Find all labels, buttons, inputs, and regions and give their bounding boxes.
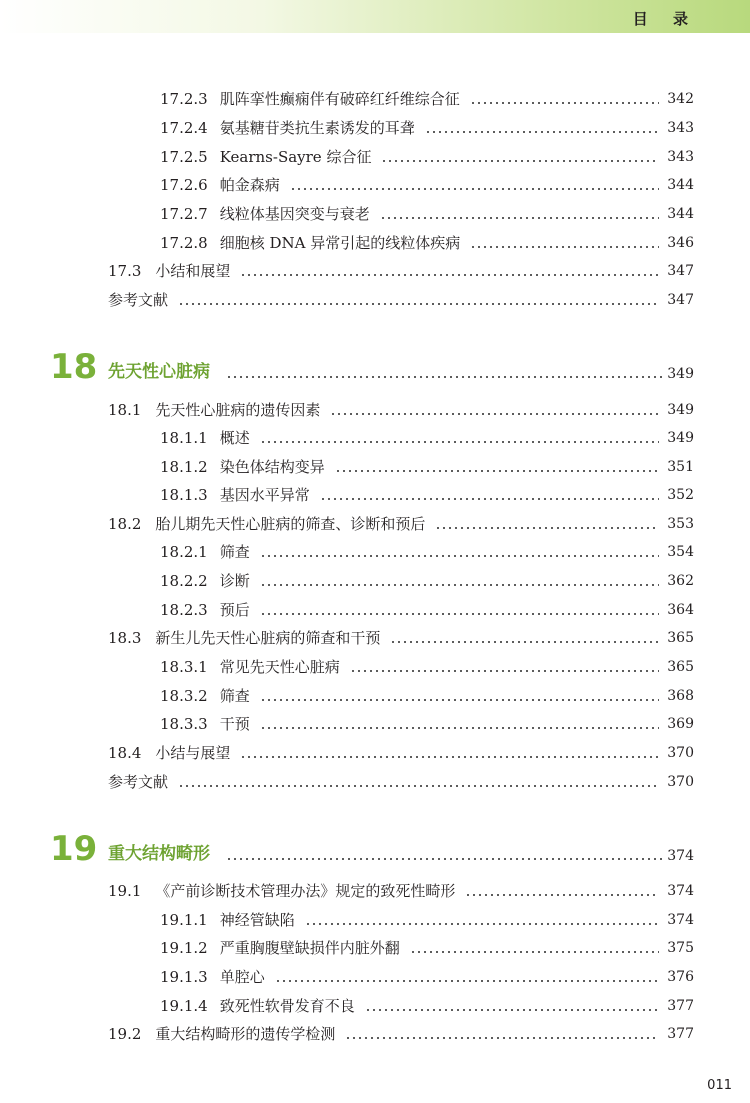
- leader-dots: [470, 246, 659, 248]
- chapter-heading-18[interactable]: [50, 347, 694, 387]
- chapter-number: 18: [50, 347, 98, 387]
- leader-dots: [330, 413, 659, 415]
- toc-entry-17-2-6[interactable]: 17.2.6 帕金森病 344: [160, 176, 694, 194]
- toc-entry-18-1-1[interactable]: 18.1.1 概述 349: [160, 429, 694, 447]
- leader-dots: [260, 555, 660, 557]
- leader-dots: [435, 527, 659, 529]
- toc-entry-18-3[interactable]: 18.3 新生儿先天性心脏病的筛查和干预 365: [108, 629, 694, 647]
- leader-dots: [260, 699, 660, 701]
- toc-entry-18-1[interactable]: 18.1 先天性心脏病的遗传因素 349: [108, 401, 694, 419]
- leader-dots: [335, 470, 660, 472]
- toc-entry-18-2-3[interactable]: 18.2.3 预后 364: [160, 601, 694, 619]
- leader-dots: [226, 858, 666, 860]
- toc-entry-18-3-2[interactable]: 18.3.2 筛查 368: [160, 687, 694, 705]
- toc-entry-19-1-1[interactable]: 19.1.1 神经管缺陷 374: [160, 911, 694, 929]
- leader-dots: [425, 131, 660, 133]
- chapter-page: 374: [667, 848, 694, 864]
- chapter-title: 重大结构畸形: [108, 844, 210, 864]
- leader-dots: [320, 498, 660, 500]
- toc-entry-17-2-8[interactable]: 17.2.8 细胞核 DNA 异常引起的线粒体疾病 346: [160, 234, 694, 252]
- leader-dots: [290, 188, 660, 190]
- toc-entry-18-1-2[interactable]: 18.1.2 染色体结构变异 351: [160, 458, 694, 476]
- leader-dots: [240, 274, 659, 276]
- leader-dots: [226, 376, 666, 378]
- leader-dots: [260, 613, 660, 615]
- leader-dots: [275, 980, 660, 982]
- toc-entry-19-1-4[interactable]: 19.1.4 致死性软骨发育不良 377: [160, 997, 694, 1015]
- leader-dots: [365, 1009, 660, 1011]
- leader-dots: [178, 785, 659, 787]
- leader-dots: [305, 923, 660, 925]
- toc-entry-18-3-1[interactable]: 18.3.1 常见先天性心脏病 365: [160, 658, 694, 676]
- leader-dots: [260, 727, 660, 729]
- page-number: 011: [707, 1078, 732, 1093]
- running-header-title: 目 录: [632, 10, 698, 28]
- toc-entry-references-18[interactable]: 参考文献 370: [108, 773, 694, 791]
- toc-entry-18-2-2[interactable]: 18.2.2 诊断 362: [160, 572, 694, 590]
- toc-entry-17-2-7[interactable]: 17.2.7 线粒体基因突变与衰老 344: [160, 205, 694, 223]
- leader-dots: [178, 303, 659, 305]
- leader-dots: [380, 217, 660, 219]
- chapter-page: 349: [667, 366, 694, 382]
- toc-entry-18-1-3[interactable]: 18.1.3 基因水平异常 352: [160, 486, 694, 504]
- chapter-number: 19: [50, 829, 98, 869]
- leader-dots: [345, 1037, 659, 1039]
- toc-entry-references-17[interactable]: 参考文献 347: [108, 291, 694, 309]
- toc-entry-17-2-5[interactable]: 17.2.5 Kearns-Sayre 综合征 343: [160, 148, 694, 166]
- toc-entry-18-3-3[interactable]: 18.3.3 干预 369: [160, 715, 694, 733]
- toc-entry-19-1[interactable]: 19.1 《产前诊断技术管理办法》规定的致死性畸形 374: [108, 882, 694, 900]
- leader-dots: [465, 894, 659, 896]
- leader-dots: [260, 441, 660, 443]
- toc-entry-19-1-3[interactable]: 19.1.3 单腔心 376: [160, 968, 694, 986]
- leader-dots: [470, 102, 660, 104]
- toc-entry-19-1-2[interactable]: 19.1.2 严重胸腹壁缺损伴内脏外翻 375: [160, 939, 694, 957]
- toc-entry-17-2-4[interactable]: 17.2.4 氨基糖苷类抗生素诱发的耳聋 343: [160, 119, 694, 137]
- leader-dots: [390, 641, 659, 643]
- leader-dots: [410, 951, 660, 953]
- chapter-heading-19[interactable]: [50, 829, 694, 869]
- toc-entry-17-3[interactable]: 17.3 小结和展望 347: [108, 262, 694, 280]
- toc-entry-18-4[interactable]: 18.4 小结与展望 370: [108, 744, 694, 762]
- toc-entry-17-2-3[interactable]: 17.2.3 肌阵挛性癫痫伴有破碎红纤维综合征 342: [160, 90, 694, 108]
- leader-dots: [350, 670, 660, 672]
- leader-dots: [240, 756, 659, 758]
- toc-entry-18-2-1[interactable]: 18.2.1 筛查 354: [160, 543, 694, 561]
- leader-dots: [260, 584, 660, 586]
- toc-entry-19-2[interactable]: 19.2 重大结构畸形的遗传学检测 377: [108, 1025, 694, 1043]
- leader-dots: [381, 160, 659, 162]
- toc-entry-18-2[interactable]: 18.2 胎儿期先天性心脏病的筛查、诊断和预后 353: [108, 515, 694, 533]
- chapter-title: 先天性心脏病: [108, 362, 210, 382]
